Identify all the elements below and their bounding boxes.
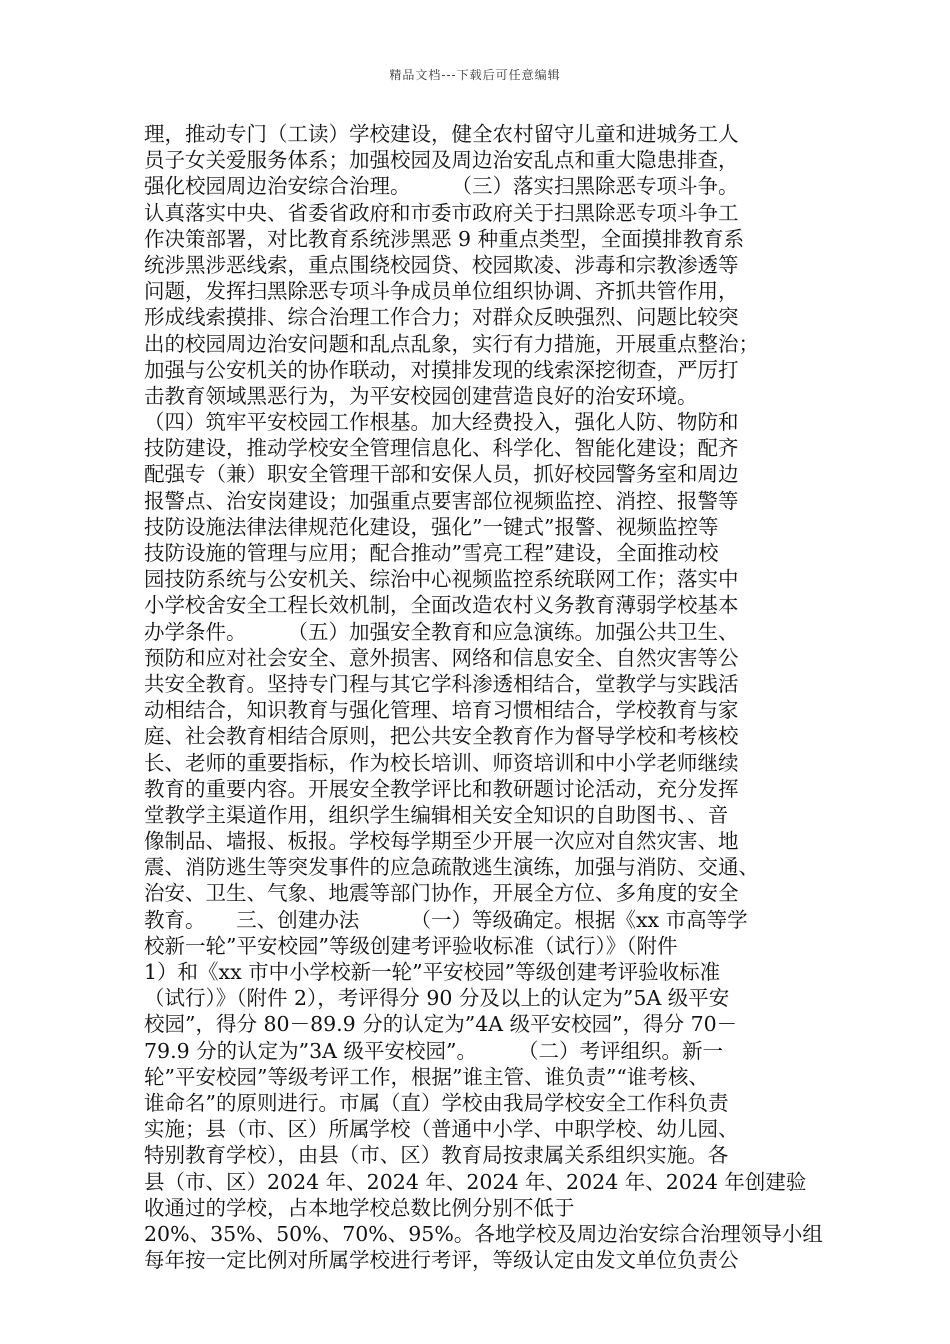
paragraph-line: 技防设施法律法律规范化建设，强化”一键式”报警、视频监控等 [144,514,719,539]
paragraph-line: 校园”，得分 80－89.9 分的认定为”4A 级平安校园”，得分 70－ [144,1012,738,1037]
paragraph-line: 园技防系统与公安机关、综治中心视频监控系统联网工作；落实中 [144,567,739,592]
paragraph-line: 强化校园周边治安综合治理。 （三）落实扫黑除恶专项斗争。 [144,174,739,199]
paragraph-line: 技防设施的管理与应用；配合推动”雪亮工程”建设，全面推动校 [144,541,719,565]
paragraph-line: 形成线索摸排、综合治理工作合力；对群众反映强烈、问题比较突 [144,305,739,330]
paragraph-line: 长、老师的重要指标，作为校长培训、师资培训和中小学老师继续 [144,750,739,775]
paragraph-line: 79.9 分的认定为”3A 级平安校园”。 （二）考评组织。新一 [144,1038,723,1063]
paragraph-line: 教育。 三、创建办法 （一）等级确定。根据《xx 市高等学 [144,907,748,932]
paragraph-line: 击教育领域黑恶行为，为平安校园创建营造良好的治安环境。 [144,383,698,408]
paragraph-line: 统涉黑涉恶线索，重点围绕校园贷、校园欺凌、涉毒和宗教渗透等 [144,252,739,277]
paragraph-line: 问题，发挥扫黑除恶专项斗争成员单位组织协调、齐抓共管作用， [144,279,739,304]
paragraph-line: 震、消防逃生等突发事件的应急疏散逃生演练，加强与消防、交通、 [144,855,759,880]
paragraph-line: 教育的重要内容。开展安全教学评比和教研题讨论活动，充分发挥 [144,776,739,801]
paragraph-line: 认真落实中央、省委省政府和市委市政府关于扫黑除恶专项斗争工 [144,200,739,225]
paragraph-line: 收通过的学校，占本地学校总数比例分别不低于 [144,1195,575,1220]
paragraph-line: 特别教育学校），由县（市、区）教育局按隶属关系组织实施。各 [144,1143,729,1168]
paragraph-line: 县（市、区）2024 年、2024 年、2024 年、2024 年、2024 年创建验 [144,1169,807,1194]
paragraph-line: 谁命名”的原则进行。市属（直）学校由我局学校安全工作科负责 [144,1090,729,1115]
paragraph-line: 20%、35%、50%、70%、95%。各地学校及周边治安综合治理领导小组 [144,1221,823,1246]
document-body [144,121,824,1273]
paragraph-line: 员子女关爱服务体系；加强校园及周边治安乱点和重大隐患排查， [144,148,739,173]
paragraph-line: 校新一轮”平安校园”等级创建考评验收标准（试行）》（附件 [144,933,678,958]
paragraph-line: 堂教学主渠道作用，组织学生编辑相关安全知识的自助图书、、音 [144,802,729,827]
paragraph-line: 庭、社会教育相结合原则，把公共安全教育作为督导学校和考核校 [144,724,739,749]
paragraph-line: 作决策部署，对比教育系统涉黑恶 9 种重点类型，全面摸排教育系 [144,226,745,251]
paragraph-line: 治安、卫生、气象、地震等部门协作，开展全方位、多角度的安全 [144,881,739,906]
paragraph-line: 技防建设，推动学校安全管理信息化、科学化、智能化建设；配齐 [144,436,739,461]
paragraph-line: 1）和《xx 市中小学校新一轮”平安校园”等级创建考评验收标准 [144,960,721,984]
paragraph-line: （四）筑牢平安校园工作根基。加大经费投入，强化人防、物防和 [144,410,739,435]
paragraph-line: 每年按一定比例对所属学校进行考评，等级认定由发文单位负责公 [144,1248,739,1273]
paragraph-line: 小学校舍安全工程长效机制，全面改造农村义务教育薄弱学校基本 [144,593,739,618]
paragraph-line: 加强与公安机关的协作联动，对摸排发现的线索深挖彻查，严厉打 [144,357,739,382]
paragraph-line: 配强专（兼）职安全管理干部和安保人员，抓好校园警务室和周边 [144,462,739,487]
paragraph-line: 共安全教育。坚持专门程与其它学科渗透相结合，堂教学与实践活 [144,671,739,696]
paragraph-line: 办学条件。 （五）加强安全教育和应急演练。加强公共卫生、 [144,619,739,644]
paragraph-line: 轮”平安校园”等级考评工作，根据”谁主管、谁负责”“谁考核、 [144,1064,709,1089]
paragraph-line: 报警点、治安岗建设；加强重点要害部位视频监控、消控、报警等 [144,488,739,513]
paragraph-line: 理，推动专门（工读）学校建设，健全农村留守儿童和进城务工人 [144,122,739,146]
paragraph-line: 出的校园周边治安问题和乱点乱象，实行有力措施，开展重点整治； [144,331,759,356]
paragraph-line: 动相结合，知识教育与强化管理、培育习惯相结合，学校教育与家 [144,698,739,723]
paragraph-line: （试行）》（附件 2），考评得分 90 分及以上的认定为”5A 级平安 [144,986,730,1011]
page-header: 精品文档---下载后可任意编辑 [389,68,561,82]
paragraph-line: 预防和应对社会安全、意外损害、网络和信息安全、自然灾害等公 [144,645,739,670]
paragraph-line: 实施；县（市、区）所属学校（普通中小学、中职学校、幼儿园、 [144,1117,739,1142]
paragraph-line: 像制品、墙报、板报。学校每学期至少开展一次应对自然灾害、地 [144,829,739,854]
